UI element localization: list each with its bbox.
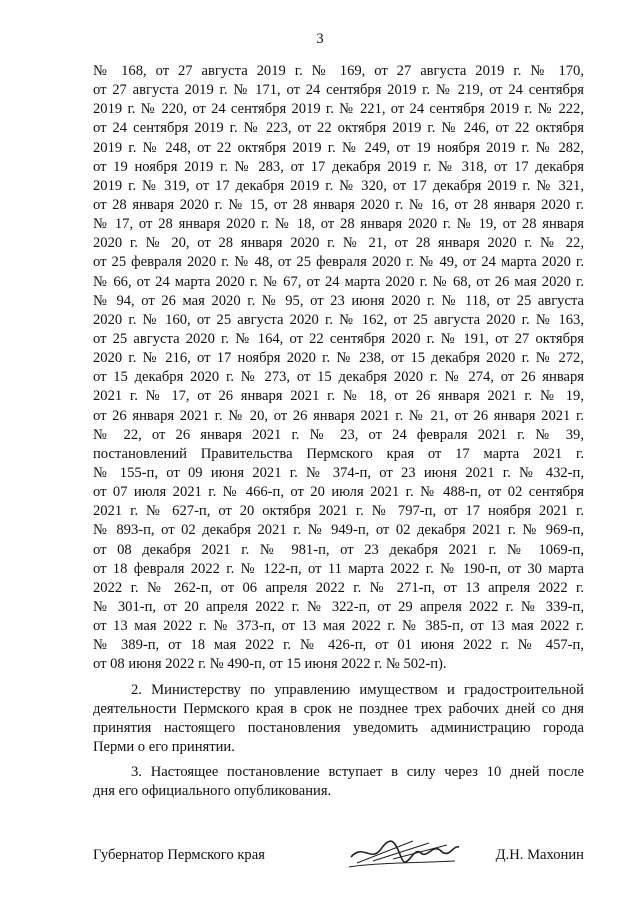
text-line: 2020 г. № 216, от 17 ноября 2020 г. № 238, от 15 декабря 2020 г. № 272, — [93, 350, 584, 367]
document-body — [93, 62, 584, 801]
paragraph-3 — [93, 763, 584, 801]
text-line: принятия настоящего постановления уведомить администрацию города — [93, 719, 584, 736]
text-line: 2020 г. № 160, от 25 августа 2020 г. № 162, от 25 августа 2020 г. № 163, — [93, 311, 584, 328]
page-number: 3 — [316, 31, 324, 47]
text-line: 2021 г. № 17, от 26 января 2021 г. № 18, от 26 января 2021 г. № 19, — [93, 388, 584, 405]
signatory-name: Д.Н. Махонин — [495, 847, 584, 863]
text-line: постановлений Правительства Пермского края от 17 марта 2021 г. — [93, 445, 584, 462]
text-line: № 66, от 24 марта 2020 г. № 67, от 24 марта 2020 г. № 68, от 26 мая 2020 г. — [93, 273, 584, 290]
text-line: от 15 декабря 2020 г. № 273, от 15 декабря 2020 г. № 274, от 26 января — [93, 369, 584, 386]
paragraph-2 — [93, 681, 584, 758]
text-line: № 155-п, от 09 июня 2021 г. № 374-п, от 23 июня 2021 г. № 432-п, — [93, 464, 584, 481]
text-line: дня его официального опубликования. — [93, 783, 332, 800]
text-line: 2. Министерству по управлению имуществом и градостроительной — [131, 681, 584, 698]
text-line: 2019 г. № 248, от 22 октября 2019 г. № 249, от 19 ноября 2019 г. № 282, — [93, 139, 584, 156]
signature-block — [93, 845, 584, 865]
text-line: от 07 июля 2021 г. № 466-п, от 20 июля 2021 г. № 488-п, от 02 сентября — [93, 484, 584, 501]
text-line: № 389-п, от 18 мая 2022 г. № 426-п, от 01 июня 2022 г. № 457-п, — [93, 637, 584, 654]
text-line: от 08 декабря 2021 г. № 981-п, от 23 декабря 2021 г. № 1069-п, — [93, 541, 584, 558]
text-line: № 168, от 27 августа 2019 г. № 169, от 27 августа 2019 г. № 170, — [93, 63, 584, 79]
text-line: деятельности Пермского края в срок не позднее трех рабочих дней со дня — [93, 700, 584, 717]
text-line: от 24 сентября 2019 г. № 223, от 22 октября 2019 г. № 246, от 22 октября — [93, 120, 584, 137]
text-line: от 19 ноября 2019 г. № 283, от 17 декабря 2019 г. № 318, от 17 декабря — [93, 158, 584, 175]
text-line: от 18 февраля 2022 г. № 122-п, от 11 марта 2022 г. № 190-п, от 30 марта — [93, 560, 584, 577]
text-line: 2022 г. № 262-п, от 06 апреля 2022 г. № 271-п, от 13 апреля 2022 г. — [93, 579, 584, 596]
text-line: № 94, от 26 мая 2020 г. № 95, от 23 июня 2020 г. № 118, от 25 августа — [93, 292, 584, 309]
text-line: № 22, от 26 января 2021 г. № 23, от 24 февраля 2021 г. № 39, — [93, 426, 584, 443]
text-line: от 13 мая 2022 г. № 373-п, от 13 мая 2022 г. № 385-п, от 13 мая 2022 г. — [93, 618, 584, 635]
text-line: 2021 г. № 627-п, от 20 октября 2021 г. № 797-п, от 17 ноября 2021 г. — [93, 503, 584, 520]
text-line: от 25 февраля 2020 г. № 48, от 25 февраля 2020 г. № 49, от 24 марта 2020 г. — [93, 254, 584, 271]
legal-acts-list — [93, 62, 584, 675]
signatory-title: Губернатор Пермского края — [93, 847, 265, 863]
text-line: Перми о его принятии. — [93, 738, 235, 755]
text-line: от 08 июня 2022 г. № 490-п, от 15 июня 2022 г. № 502-п). — [93, 656, 447, 673]
handwritten-signature — [343, 833, 463, 873]
text-line: от 25 августа 2020 г. № 164, от 22 сентября 2020 г. № 191, от 27 октября — [93, 330, 584, 347]
text-line: № 893-п, от 02 декабря 2021 г. № 949-п, от 02 декабря 2021 г. № 969-п, — [93, 522, 584, 539]
text-line: 2020 г. № 20, от 28 января 2020 г. № 21, от 28 января 2020 г. № 22, — [93, 235, 584, 252]
text-line: 2019 г. № 220, от 24 сентября 2019 г. № 221, от 24 сентября 2019 г. № 222, — [93, 101, 584, 118]
text-line: № 17, от 28 января 2020 г. № 18, от 28 января 2020 г. № 19, от 28 января — [93, 216, 584, 233]
text-line: 3. Настоящее постановление вступает в силу через 10 дней после — [131, 764, 584, 781]
text-line: 2019 г. № 319, от 17 декабря 2019 г. № 320, от 17 декабря 2019 г. № 321, — [93, 177, 584, 194]
text-line: от 26 января 2021 г. № 20, от 26 января 2021 г. № 21, от 26 января 2021 г. — [93, 407, 584, 424]
text-line: от 28 января 2020 г. № 15, от 28 января 2020 г. № 16, от 28 января 2020 г. — [93, 196, 584, 213]
text-line: № 301-п, от 20 апреля 2022 г. № 322-п, от 29 апреля 2022 г. № 339-п, — [93, 598, 584, 615]
text-line: от 27 августа 2019 г. № 171, от 24 сентября 2019 г. № 219, от 24 сентября — [93, 82, 584, 99]
